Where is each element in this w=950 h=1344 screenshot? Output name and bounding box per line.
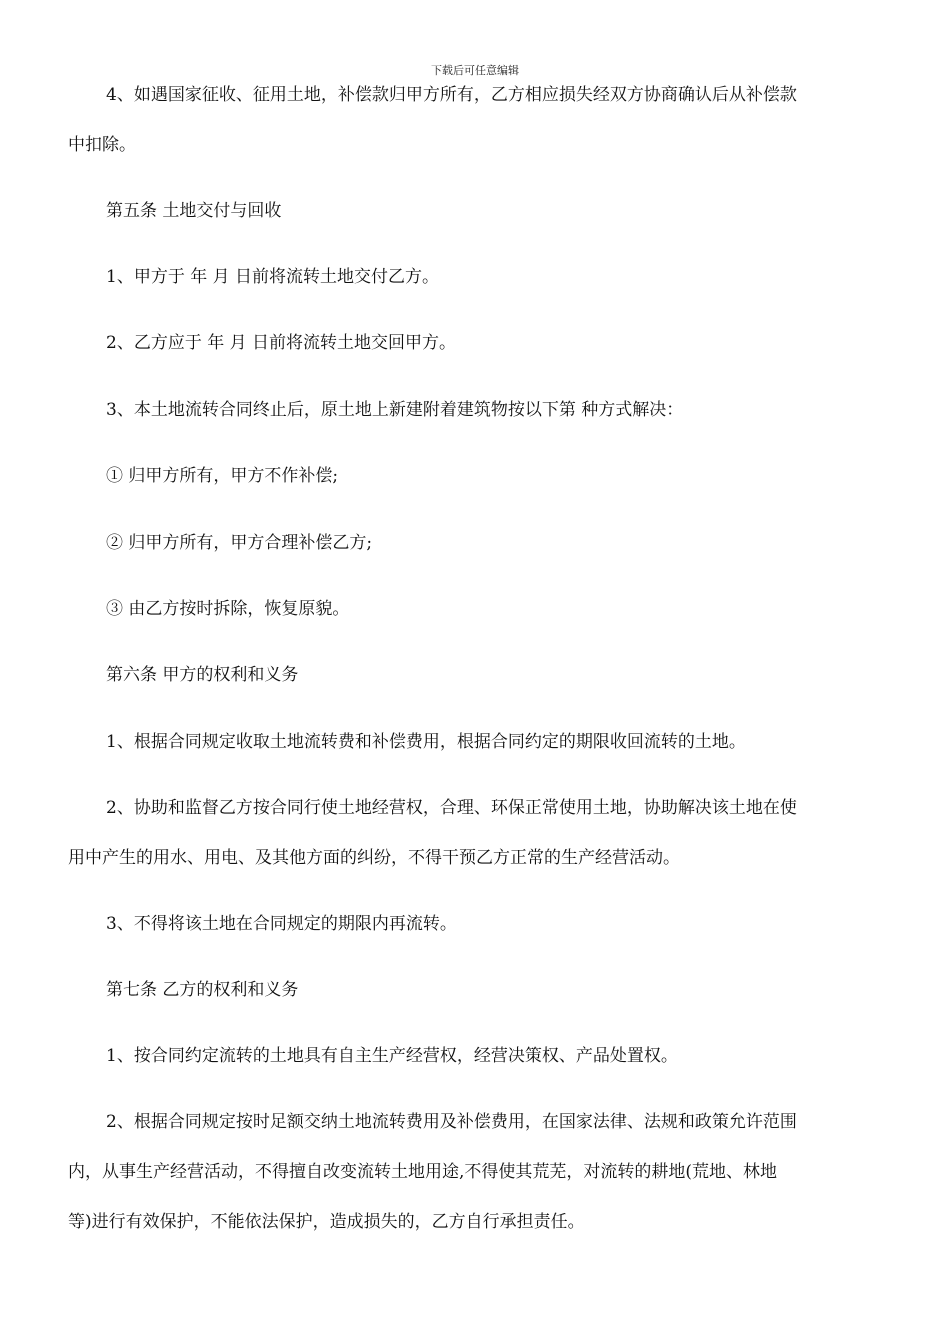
page-header: 下载后可任意编辑 — [431, 64, 519, 77]
paragraph-line: 中扣除。 — [68, 135, 136, 155]
paragraph-line: 2、根据合同规定按时足额交纳土地流转费用及补偿费用，在国家法律、法规和政策允许范围 — [106, 1112, 797, 1132]
paragraph-line: 3、不得将该土地在合同规定的期限内再流转。 — [106, 914, 457, 934]
section-heading: 第五条 土地交付与回收 — [106, 201, 282, 221]
paragraph-line: 4、如遇国家征收、征用土地，补偿款归甲方所有，乙方相应损失经双方协商确认后从补偿款 — [106, 85, 797, 105]
section-heading: 第七条 乙方的权利和义务 — [106, 980, 299, 1000]
paragraph-line: 2、协助和监督乙方按合同行使土地经营权，合理、环保正常使用土地，协助解决该土地在使 — [106, 798, 797, 818]
list-item: ② 归甲方所有，甲方合理补偿乙方; — [106, 533, 373, 553]
paragraph-line: 1、按合同约定流转的土地具有自主生产经营权，经营决策权、产品处置权。 — [106, 1046, 678, 1066]
list-item: ① 归甲方所有，甲方不作补偿; — [106, 466, 339, 486]
paragraph-line: 内，从事生产经营活动，不得擅自改变流转土地用途,不得使其荒芜，对流转的耕地(荒地、林地 — [68, 1162, 778, 1182]
paragraph-line: 等)进行有效保护，不能依法保护，造成损失的，乙方自行承担责任。 — [68, 1212, 585, 1232]
section-heading: 第六条 甲方的权利和义务 — [106, 665, 299, 685]
paragraph-line: 1、根据合同规定收取土地流转费和补偿费用，根据合同约定的期限收回流转的土地。 — [106, 732, 746, 752]
list-item: ③ 由乙方按时拆除，恢复原貌。 — [106, 599, 350, 619]
paragraph-line: 3、本土地流转合同终止后，原土地上新建附着建筑物按以下第 种方式解决： — [106, 400, 684, 420]
paragraph-line: 1、甲方于 年 月 日前将流转土地交付乙方。 — [106, 267, 440, 287]
paragraph-line: 用中产生的用水、用电、及其他方面的纠纷，不得干预乙方正常的生产经营活动。 — [68, 848, 680, 868]
paragraph-line: 2、乙方应于 年 月 日前将流转土地交回甲方。 — [106, 333, 457, 353]
